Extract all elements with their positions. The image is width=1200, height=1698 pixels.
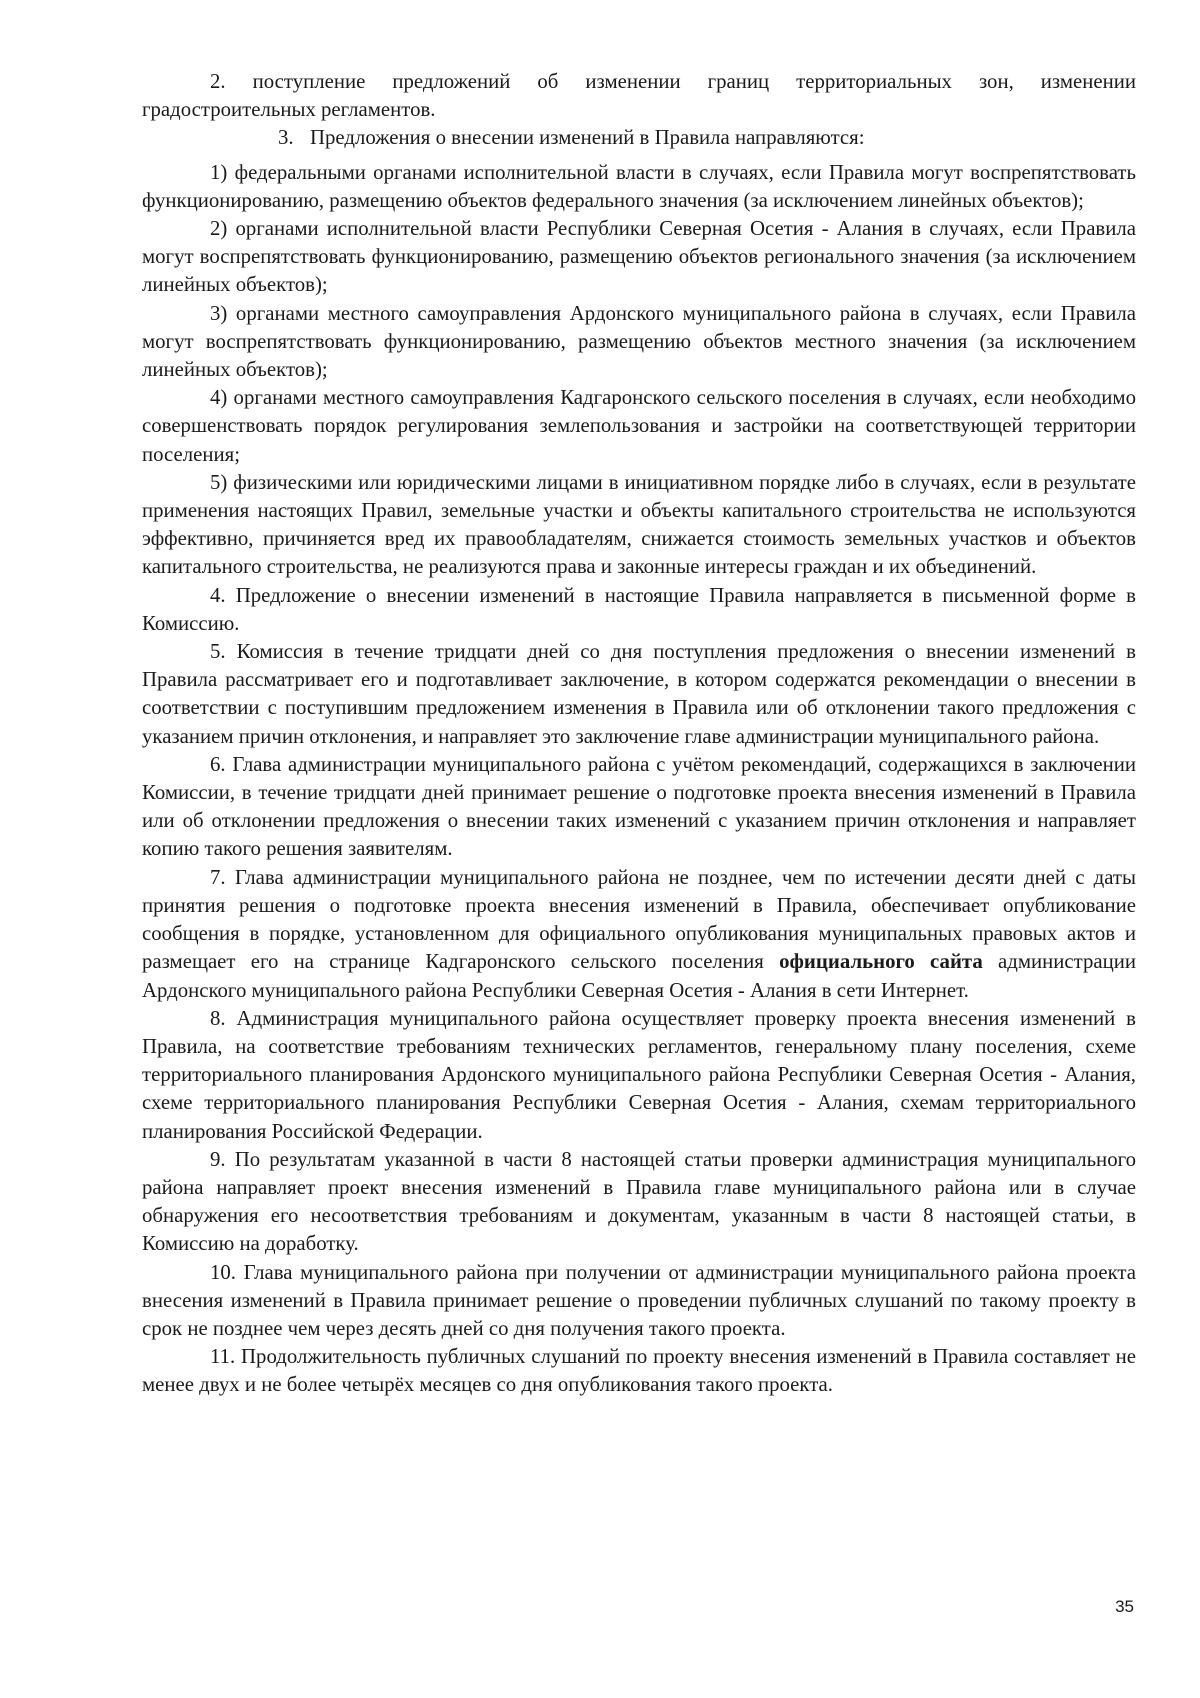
item-7-text-end: администрации Ардонского муниципального района Республики Северная Осетия - Алания в сети Интернет. xyxy=(142,950,1136,1002)
item-3-text: Предложения о внесении изменений в Правила направляются: xyxy=(310,126,865,150)
paragraph-item-3 xyxy=(142,124,1136,152)
paragraph-item-5: 5. Комиссия в течение тридцати дней со дня поступления предложения о внесении изменений в Правила рассматривает его и подготавливает заключение, в котором содержатся рекомендации о внесении в соответствии с поступившим предложением изменения в Правила или об отклонении такого предложения с указанием причин отклонения, и направляет это заключение главе администрации муниципального района. xyxy=(142,640,1136,748)
document-body xyxy=(142,68,1136,1400)
paragraph-item-4: 4. Предложение о внесении изменений в настоящие Правила направляется в письменной форме в Комиссию. xyxy=(142,583,1136,635)
subitem-5: 5) физическими или юридическими лицами в инициативном порядке либо в случаях, если в результате применения настоящих Правил, земельные участки и объекты капитального строительства не используются эффективно, причиняется вред их правообладателям, снижается стоимость земельных участков и объектов капитального строительства, не реализуются права и законные интересы граждан и их объединений. xyxy=(142,470,1136,579)
paragraph-item-10: 10. Глава муниципального района при получении от администрации муниципального района проекта внесения изменений в Правила принимает решение о проведении публичных слушаний по такому проекту в срок не позднее чем через десять дней со дня получения такого проекта. xyxy=(142,1260,1136,1340)
paragraph-item-8: 8. Администрация муниципального района осуществляет проверку проекта внесения изменений в Правила, на соответствие требованиям технических регламентов, генеральному плану поселения, схеме территориального планирования Ардонского муниципального района Республики Северная Осетия - Алания, схеме территориального планирования Республики Северная Осетия - Алания, схемам территориального планирования Российской Федерации. xyxy=(142,1006,1136,1143)
subitem-1: 1) федеральными органами исполнительной власти в случаях, если Правила могут воспрепятствовать функционированию, размещению объектов федерального значения (за исключением линейных объектов); xyxy=(142,160,1136,212)
paragraph-item-7 xyxy=(142,864,1136,1005)
subitem-3: 3) органами местного самоуправления Ардонского муниципального района в случаях, если Правила могут воспрепятствовать функционированию, размещению объектов местного значения (за исключением линейных объектов); xyxy=(142,301,1136,382)
item-3-number: 3. xyxy=(278,126,294,150)
paragraph-item-9: 9. По результатам указанной в части 8 настоящей статьи проверки администрация муниципального района направляет проект внесения изменений в Правила главе муниципального района или в случае обнаружения его несоответствия требованиям и документам, указанным в части 8 настоящей статьи, в Комиссию на доработку. xyxy=(142,1147,1136,1256)
subitem-4: 4) органами местного самоуправления Кадгаронского сельского поселения в случаях, если необходимо совершенствовать порядок регулирования землепользования и застройки на соответствующей территории поселения; xyxy=(142,386,1136,466)
subitem-2: 2) органами исполнительной власти Республики Северная Осетия - Алания в случаях, если Правила могут воспрепятствовать функционированию, размещению объектов регионального значения (за исключением линейных объектов); xyxy=(142,217,1136,297)
item-7-text-start: 7. Глава администрации муниципального района не позднее, чем по истечении десяти дней с даты принятия решения о подготовке проекта внесения изменений в Правила, обеспечивает опубликование сообщения в порядке, установленном для официального опубликования муниципальных правовых актов и размещает его на странице Кадгаронского сельского поселения xyxy=(142,865,1136,974)
page-number: 35 xyxy=(1115,1597,1134,1616)
paragraph-item-6: 6. Глава администрации муниципального района с учётом рекомендаций, содержащихся в заключении Комиссии, в течение тридцати дней принимает решение о подготовке проекта внесения изменений в Правила или об отклонении предложения о внесении таких изменений с указанием причин отклонения и направляет копию такого решения заявителям. xyxy=(142,752,1136,861)
item-7-bold-text: официального сайта xyxy=(779,950,983,974)
paragraph-item-2: 2. поступление предложений об изменении границ территориальных зон, изменении градостроительных регламентов. xyxy=(142,70,1136,122)
paragraph-item-11: 11. Продолжительность публичных слушаний по проекту внесения изменений в Правила составляет не менее двух и не более четырёх месяцев со дня опубликования такого проекта. xyxy=(142,1345,1136,1397)
